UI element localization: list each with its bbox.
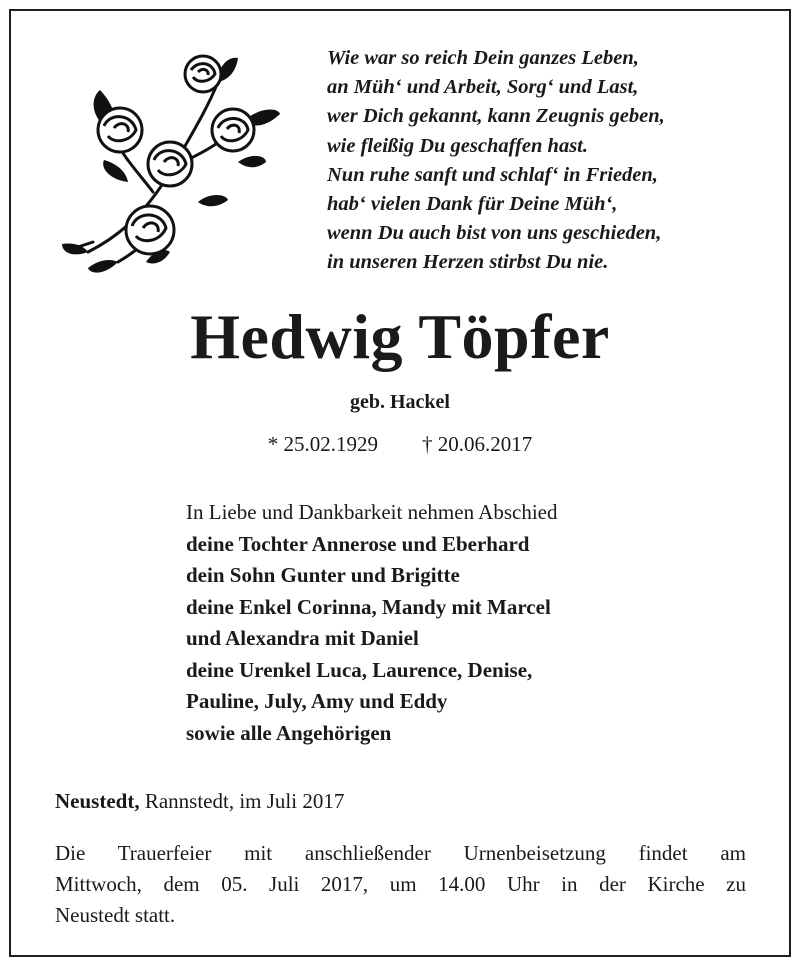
mourner-line: deine Enkel Corinna, Mandy mit Marcel [186,594,551,619]
poem-line: Nun ruhe sanft und schlaf‘ in Frieden, [327,163,658,186]
ceremony-line: Die Trauerfeier mit anschließender Urnenbeisetzung findet am [55,841,746,865]
ceremony-line: Neustedt statt. [55,903,176,927]
place-primary: Neustedt, [55,789,140,813]
ceremony-line: Mittwoch, dem 05. Juli 2017, um 14.00 Uhr in der Kirche zu [55,872,746,896]
life-dates [0,430,800,458]
poem-line: hab‘ vielen Dank für Deine Müh‘, [327,193,618,216]
mourner-line: dein Sohn Gunter und Brigitte [186,563,460,587]
poem-line: wenn Du auch bist von uns geschieden, [327,222,662,245]
place-rest: Rannstedt, im Juli 2017 [139,789,345,813]
poem-line: wer Dich gekannt, kann Zeugnis geben, [327,105,665,128]
ceremony-notice [55,838,746,931]
mourner-line: Pauline, July, Amy und Eddy [186,689,448,713]
maiden-name: geb. Hackel [350,391,450,413]
poem-line: an Müh‘ und Arbeit, Sorg‘ und Last, [327,76,639,99]
birth-date: * 25.02.1929 [267,432,378,456]
mourners-block [186,497,746,749]
deceased-name: Hedwig Töpfer [190,301,610,372]
death-date: † 20.06.2017 [422,432,533,456]
mourners-intro: In Liebe und Dankbarkeit nehmen Abschied [186,500,558,524]
mourner-line: und Alexandra mit Daniel [186,626,419,650]
poem [327,44,767,278]
place-date-line [55,787,755,815]
mourner-line: deine Tochter Annerose und Eberhard [186,531,530,556]
rose-illustration [58,52,288,282]
poem-line: wie fleißig Du geschaffen hast. [327,134,588,157]
mourner-line: sowie alle Angehörigen [186,720,392,745]
poem-line: in unseren Herzen stirbst Du nie. [327,251,609,274]
poem-line: Wie war so reich Dein ganzes Leben, [327,47,639,69]
mourner-line: deine Urenkel Luca, Laurence, Denise, [186,657,533,682]
